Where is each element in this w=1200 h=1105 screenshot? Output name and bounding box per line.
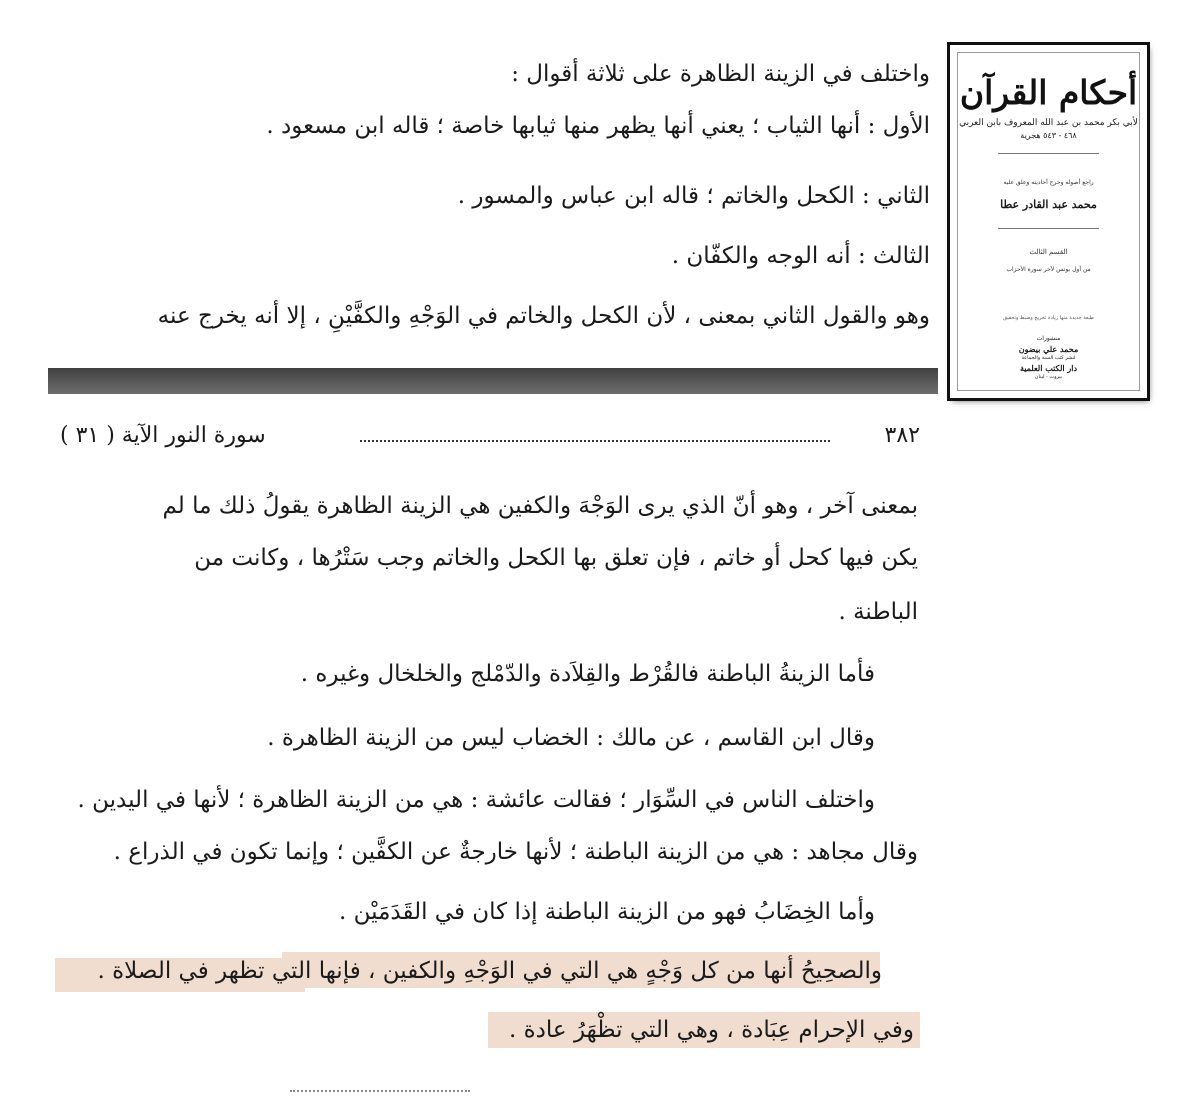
upper-page-excerpt [0,0,940,370]
paragraph-1-line-1: بمعنى آخر ، وهو أنّ الذي يرى الوَجْهَ والكفين هي الزينة الظاهرة يقولُ ذلك ما لم [162,493,918,519]
book-cover [950,45,1147,398]
upper-line-4: الثالث : أنه الوجه والكفّان . [671,243,930,269]
upper-line-5: وهو والقول الثاني بمعنى ، لأن الكحل والخاتم في الوَجْهِ والكفَّيْنِ ، إلا أنه يخرج عنه [157,303,930,329]
highlight-line-1: والصحِيحُ أنها من كل وَجْهٍ هي التي في الوَجْهِ والكفين ، فإنها التي تظهر في الصلاة . [97,958,882,984]
book-reviser-note: راجع أصوله وخرج أحاديثه وعلق عليه [1003,179,1094,186]
page-number: ٣٨٢ [884,423,920,448]
line-ibn-qasim: وقال ابن القاسم ، عن مالك : الخضاب ليس من الزينة الظاهرة . [267,725,875,751]
paragraph-1-line-3: الباطنة . [838,599,918,625]
publisher-line-4: دار الكتب العلمية [1019,363,1078,373]
highlight-line-2: وفي الإحرام عِبَادة ، وهي التي تظْهَرُ عادة . [508,1017,914,1043]
line-siwar-1: واختلف الناس في السِّوَار ؛ فقالت عائشة : هي من الزينة الظاهرة ؛ لأنها في اليدين . [77,787,875,813]
cover-rule [998,153,1099,154]
upper-line-2: الأول : أنها الثياب ؛ يعني أنها يظهر منها ثيابها خاصة ؛ قاله ابن مسعود . [266,113,930,139]
upper-line-3: الثاني : الكحل والخاتم ؛ قاله ابن عباس والمسور . [457,183,930,209]
book-reviser: محمد عبد القادر عطا [1000,198,1097,211]
book-cover-frame [957,52,1140,391]
publisher-line-1: منشورات [1036,335,1061,342]
publisher-line-2: محمد علي بيضون [1018,344,1079,354]
line-batina: فأما الزينةُ الباطنة فالقُرْط والقِلاَدة والدّمْلج والخلخال وغيره . [300,661,875,687]
paragraph-1-line-2: يكن فيها كحل أو خاتم ، فإن تعلق بها الكحل والخاتم وجب سَتْرُها ، وكانت من [194,545,918,571]
next-line-fragment [290,1090,470,1098]
page-divider [48,368,938,394]
book-part: القسم الثالث [1029,248,1068,256]
running-head-dots [360,426,830,442]
running-head [60,420,920,452]
publisher-line-3: لنشر كتب السنة والجماعة [1021,355,1076,361]
line-khidab: وأما الخِضَابُ فهو من الزينة الباطنة إذا كان في القَدَمَيْن . [339,899,875,925]
upper-line-1: واختلف في الزينة الظاهرة على ثلاثة أقوال : [511,61,930,87]
book-title: أحكام القرآن [959,73,1138,112]
publisher-line-5: بيروت - لبنان [1034,374,1063,380]
book-author: لأبي بكر محمد بن عبد الله المعروف بابن العربي [959,118,1138,128]
cover-rule [998,228,1099,229]
book-dates: ٤٦٨ - ٥٤٣ هجرية [1020,131,1077,140]
line-siwar-2: وقال مجاهد : هي من الزينة الباطنة ؛ لأنها خارجةٌ عن الكفَّين ؛ وإنما تكون في الذراع . [113,839,918,865]
book-range: من أول يونس لآخر سورة الأحزاب [1006,266,1091,273]
book-edition: طبعة جديدة منها زيادة تخريج وضبط وتحقيق [1003,315,1094,321]
running-title: سورة النور الآية ( ٣١ ) [60,423,266,448]
